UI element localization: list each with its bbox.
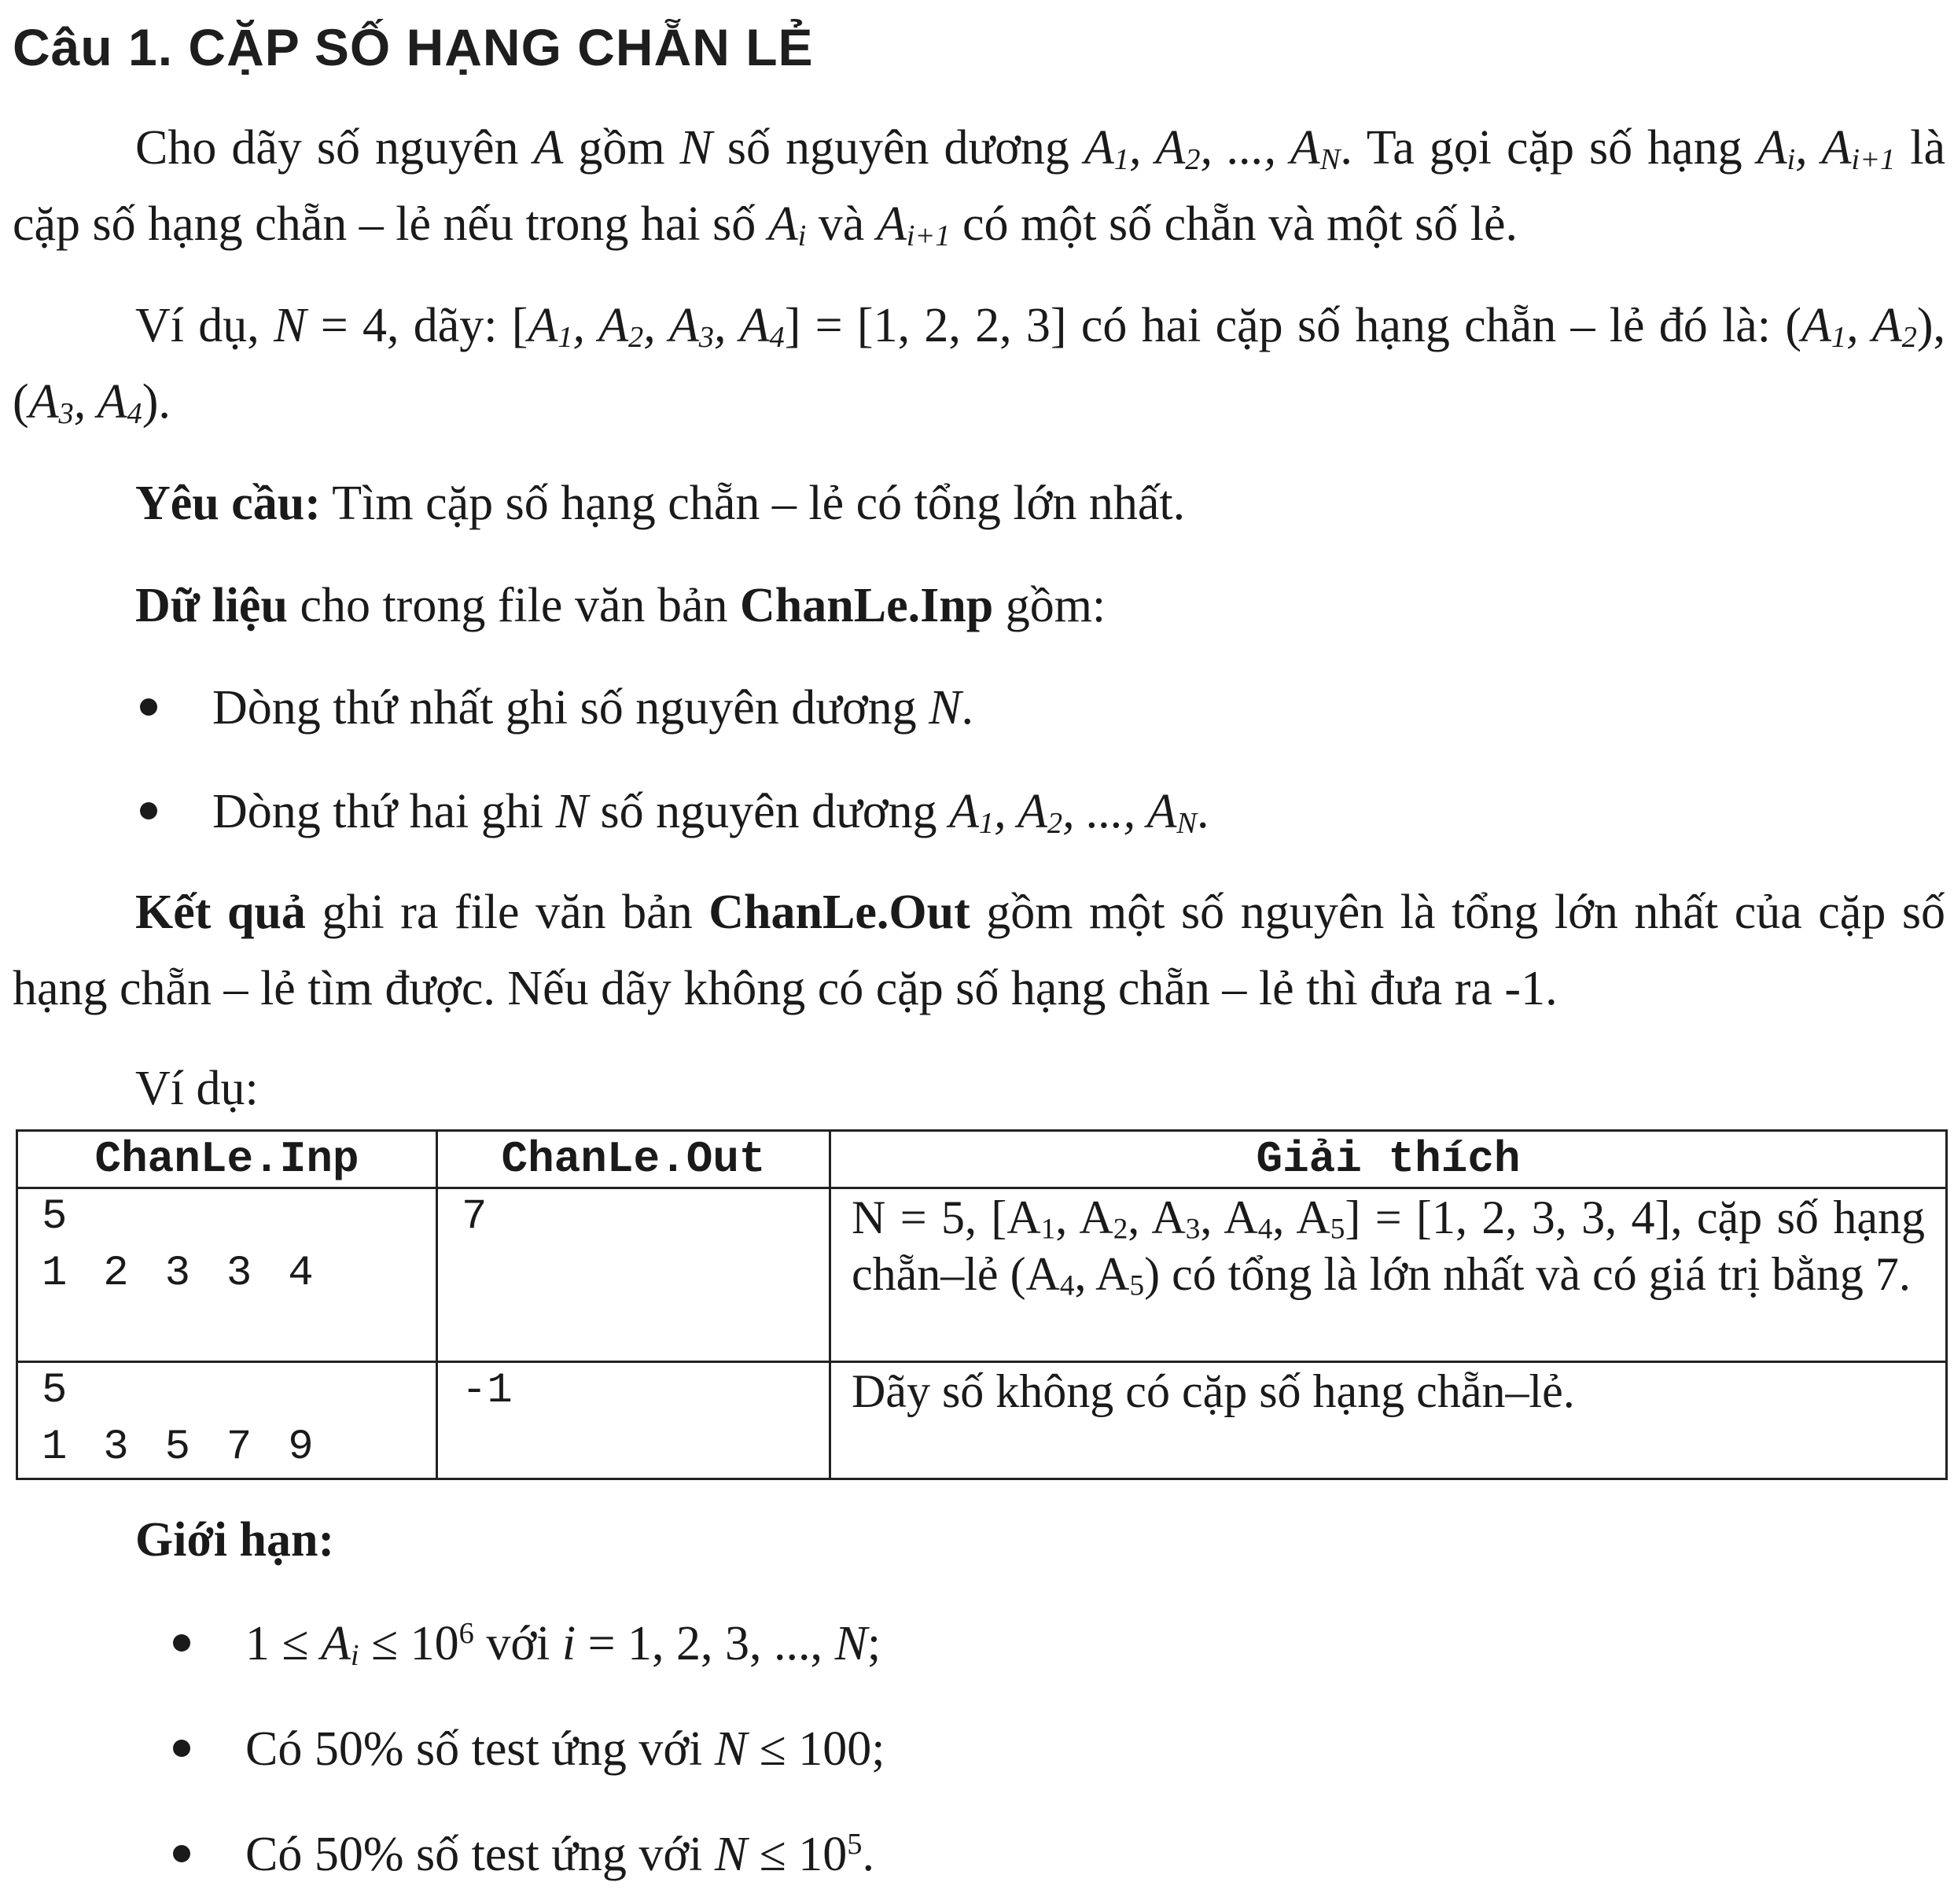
intro-paragraph: Cho dãy số nguyên A gồm N số nguyên dương $A_1$, $A_2$, ..., $A_N$. Ta gọi cặp số hạng $A_i$, $A_{i+1}$ là cặp số hạng chẵn – lẻ nếu trong hai số $A_i$ và $A_{i+1}$ có một số chẵn và một số lẻ. xyxy=(13,121,1945,252)
table-row xyxy=(17,1188,1947,1362)
bullet-dot-icon xyxy=(173,1634,190,1652)
example-label: Ví dụ: xyxy=(135,1062,259,1115)
bullet-dot-icon xyxy=(173,1740,190,1757)
document-page: Câu 1. CẶP SỐ HẠNG CHẴN LẺ Cho dãy số nguyên A gồm N số nguyên dương $A_1$, $A_2$, ..., $A_N$. Ta gọi cặp số hạng $A_i$, $A_{i+1}$ là cặp số hạng chẵn – lẻ nếu trong hai số $A_i$ và $A_{i+1}$ có một số chẵn và một số lẻ. Ví dụ, N = 4, dãy: [$A_1$, $A_2$, $A_3$, $A_4] = [1$, 2, 2, 3] có hai cặp số hạng chẵn – lẻ đó là: ($A_1$, $A_2$), ($A_3$, $A_4$). Yêu cầu: Tìm cặp số hạng chẵn – lẻ có tổng lớn nhất. Dữ liệu cho trong file văn bản ChanLe.Inp gồm: Dòng thứ nhất ghi số nguyên dương N. Dòng thứ hai ghi N số nguyên dương $A_1$, $A_2$, ..., $A_N$. Kết quả ghi ra file văn bản ChanLe.Out gồm một số nguyên là tổng lớn nhất của cặp số hạng chẵn – lẻ tìm được. Nếu dãy không có cặp số hạng chẵn – lẻ thì đưa ra -1. Ví dụ: ChanLe.Inp ChanLe.Out Giải thích 5 1 2 3 3 4 7 N = 5, [$A_1$, $A_2$, $A_3$, $A_4$, $A_5] = [1$, 2, 3, 3, 4], cặp số hạng chẵn–lẻ ($A_4$, $A_5$) có tổng là lớn nhất và có giá trị bằng 7. 5 1 3 5 7 9 -1 Dãy số không có cặp số hạng chẵn–lẻ. Giới hạn: $1 \le A_i \le 10^6$ với i = 1, 2, 3, ..., N; Có 50% số test ứng với N ≤ 100; Có 50% số test ứng với $N \le 10^5$. xyxy=(0,0,1954,1904)
table-header-row xyxy=(17,1131,1947,1188)
cell-explain: Dãy số không có cặp số hạng chẵn–lẻ. xyxy=(830,1362,1947,1479)
bullet-dot-icon xyxy=(173,1845,190,1862)
example-table xyxy=(16,1129,1948,1480)
cell-out: -1 xyxy=(437,1362,830,1479)
bullet-dot-icon xyxy=(140,802,157,819)
header-inp: ChanLe.Inp xyxy=(17,1131,437,1188)
header-out: ChanLe.Out xyxy=(437,1131,830,1188)
requirement-line: Yêu cầu: Tìm cặp số hạng chẵn – lẻ có tổng lớn nhất. xyxy=(135,477,1186,530)
bullet-dot-icon xyxy=(140,698,157,716)
sequence-a1-an: $A_1$, $A_2$, ..., $A_N$ xyxy=(1084,121,1341,176)
cell-inp: 5 1 2 3 3 4 xyxy=(17,1188,437,1362)
table-row xyxy=(17,1362,1947,1479)
problem-title: Câu 1. CẶP SỐ HẠNG CHẴN LẺ xyxy=(13,18,814,76)
output-description: Kết quả ghi ra file văn bản ChanLe.Out gồm một số nguyên là tổng lớn nhất của cặp số hạng chẵn – lẻ tìm được. Nếu dãy không có cặp số hạng chẵn – lẻ thì đưa ra -1. xyxy=(13,886,1945,1015)
header-explain: Giải thích xyxy=(830,1131,1947,1188)
pair-ai-ai1: $A_i$, $A_{i+1}$ xyxy=(1757,121,1896,176)
input-description: Dữ liệu cho trong file văn bản ChanLe.Inp gồm: xyxy=(135,579,1106,632)
example-paragraph: Ví dụ, N = 4, dãy: [$A_1$, $A_2$, $A_3$, $A_4] = [1$, 2, 2, 3] có hai cặp số hạng chẵn – lẻ đó là: ($A_1$, $A_2$), ($A_3$, $A_4$). xyxy=(13,299,1945,430)
cell-inp: 5 1 3 5 7 9 xyxy=(17,1362,437,1479)
limits-label: Giới hạn: xyxy=(135,1513,335,1567)
cell-out: 7 xyxy=(437,1188,830,1362)
cell-explain: N = 5, [$A_1$, $A_2$, $A_3$, $A_4$, $A_5] = [1$, 2, 3, 3, 4], cặp số hạng chẵn–lẻ ($A_4$, $A_5$) có tổng là lớn nhất và có giá trị bằng 7. xyxy=(830,1188,1947,1362)
